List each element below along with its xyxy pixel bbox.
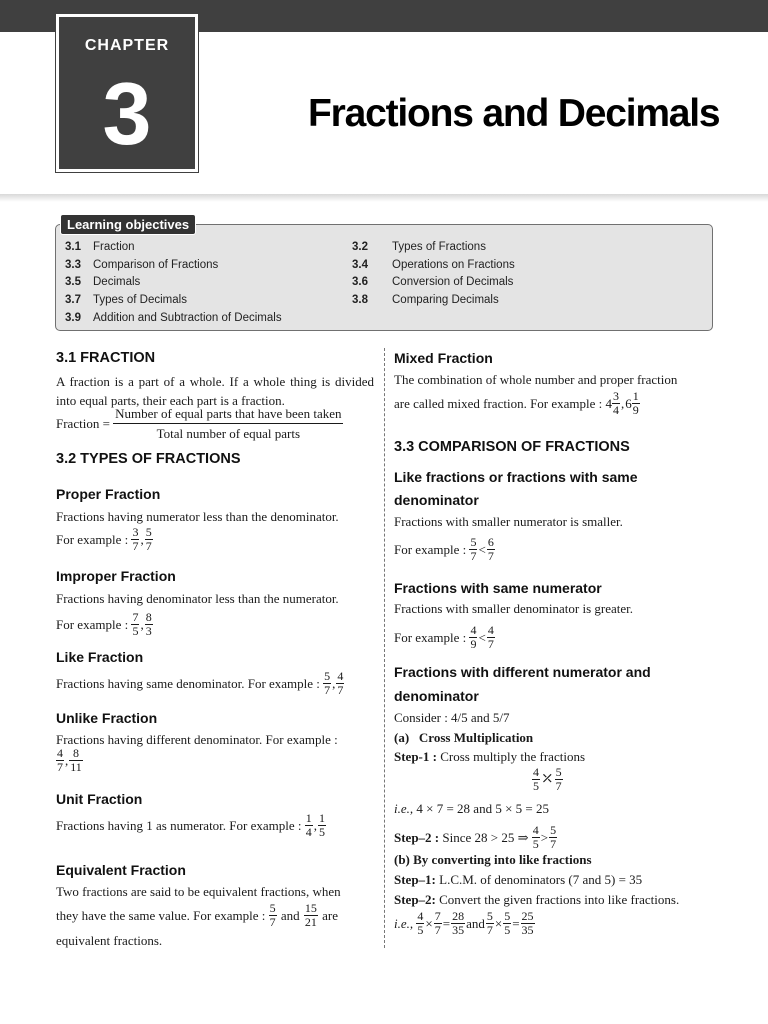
unit-fraction-example: Fractions having 1 as numerator. For example : $\frac{1}{4}$ , $\frac{1}{5}$: [56, 811, 326, 839]
column-divider: [384, 348, 385, 948]
different-heading-2: denominator: [394, 688, 479, 704]
improper-fraction-heading: Improper Fraction: [56, 568, 176, 584]
chapter-title: Fractions and Decimals: [308, 92, 720, 135]
unlike-fraction-text: Fractions having different denominator. For example :: [56, 732, 338, 747]
like-conversion-title: (b) By converting into like fractions: [394, 852, 592, 867]
step-1: Step-1 : Cross multiply the fractions: [394, 749, 586, 764]
cross-multiplication-title: (a) Cross Multiplication: [394, 730, 534, 745]
same-numerator-text: Fractions with smaller denominator is greater.: [394, 601, 633, 616]
like-comparison-heading-2: denominator: [394, 492, 479, 508]
same-numerator-example: For example : $\frac{4}{9}$ < $\frac{4}{7}$: [394, 623, 494, 651]
mixed-fraction-example: are called mixed fraction. For example : 4 $\frac{3}{4}$ ,6 $\frac{1}{9}$: [394, 389, 639, 417]
header-shadow: [0, 194, 768, 202]
unit-fraction-heading: Unit Fraction: [56, 791, 143, 807]
proper-fraction-heading: Proper Fraction: [56, 486, 161, 502]
chapter-label: CHAPTER: [84, 37, 170, 54]
step-2: Step–2 : Since 28 > 25 ⇒ $\frac{4}{5}$ > $\frac{5}{7}$: [394, 823, 557, 851]
fraction-definition: A fraction is a part of a whole. If a whole thing is divided into equal parts, their each part is a fraction.: [56, 374, 374, 408]
like-fraction-example: Fractions having same denominator. For example : $\frac{5}{7}$ , $\frac{4}{7}$: [56, 669, 344, 697]
section-heading-3-1: 3.1 FRACTION: [56, 350, 156, 366]
equivalent-fraction-heading: Equivalent Fraction: [56, 862, 186, 878]
proper-fraction-example: For example : $\frac{3}{7}$ , $\frac{5}{7}$: [56, 525, 152, 553]
formula-denominator: Total number of equal parts: [156, 426, 301, 441]
cross-result: i.e., 4 × 7 = 28 and 5 × 5 = 25: [394, 801, 549, 816]
like-comparison-text: Fractions with smaller numerator is smaller.: [394, 514, 623, 529]
same-numerator-heading: Fractions with same numerator: [394, 580, 602, 596]
section-heading-3-3: 3.3 COMPARISON OF FRACTIONS: [394, 439, 630, 455]
equivalent-fraction-text-1: Two fractions are said to be equivalent fractions, when: [56, 884, 341, 899]
cross-icon: ⤫: [541, 771, 554, 787]
like-fraction-heading: Like Fraction: [56, 649, 144, 665]
mixed-fraction-text-1: The combination of whole number and proper fraction: [394, 372, 678, 387]
different-heading-1: Fractions with different numerator and: [394, 664, 651, 680]
unlike-fraction-example: $\frac{4}{7}$ , $\frac{8}{11}$: [57, 746, 82, 774]
learning-objectives-tag: Learning objectives: [60, 214, 196, 235]
formula-numerator: Number of equal parts that have been taken: [113, 404, 343, 424]
equivalent-fraction-text-3: equivalent fractions.: [56, 933, 163, 948]
consider-text: Consider : 4/5 and 5/7: [394, 710, 510, 725]
conversion-step-1: Step–1: L.C.M. of denominators (7 and 5) = 35: [394, 872, 643, 887]
improper-fraction-example: For example : $\frac{7}{5}$ , $\frac{8}{3}$: [56, 610, 152, 638]
chapter-box: [56, 14, 198, 172]
unlike-fraction-heading: Unlike Fraction: [56, 710, 158, 726]
like-comparison-example: For example : $\frac{5}{7}$ < $\frac{6}{7}$: [394, 535, 494, 563]
fraction-formula: Fraction = $\frac{\text{Number of equal parts that have been taken}}{\text{Total number of equal parts}}$: [56, 406, 342, 441]
mixed-fraction-heading: Mixed Fraction: [394, 350, 493, 366]
conversion-step-2: Step–2: Convert the given fractions into like fractions.: [394, 892, 680, 907]
conversion-result: i.e., $\frac{4}{5}$ × $\frac{7}{7}$ = $\frac{28}{35}$ and $\frac{5}{7}$ × $\frac{5}{5}$ = $\frac{25}{35}$: [394, 909, 534, 937]
chapter-number: 3: [102, 64, 152, 163]
equivalent-fraction-example: they have the same value. For example : $\frac{5}{7}$ and $\frac{15}{21}$ are: [56, 901, 339, 929]
proper-fraction-text: Fractions having numerator less than the denominator.: [56, 509, 339, 524]
like-comparison-heading-1: Like fractions or fractions with same: [394, 469, 638, 485]
section-heading-3-2: 3.2 TYPES OF FRACTIONS: [56, 451, 241, 467]
improper-fraction-text: Fractions having denominator less than the numerator.: [56, 591, 339, 606]
cross-multiply-diagram: $\frac{4}{5}$ ⤫ $\frac{5}{7}$: [533, 765, 562, 793]
